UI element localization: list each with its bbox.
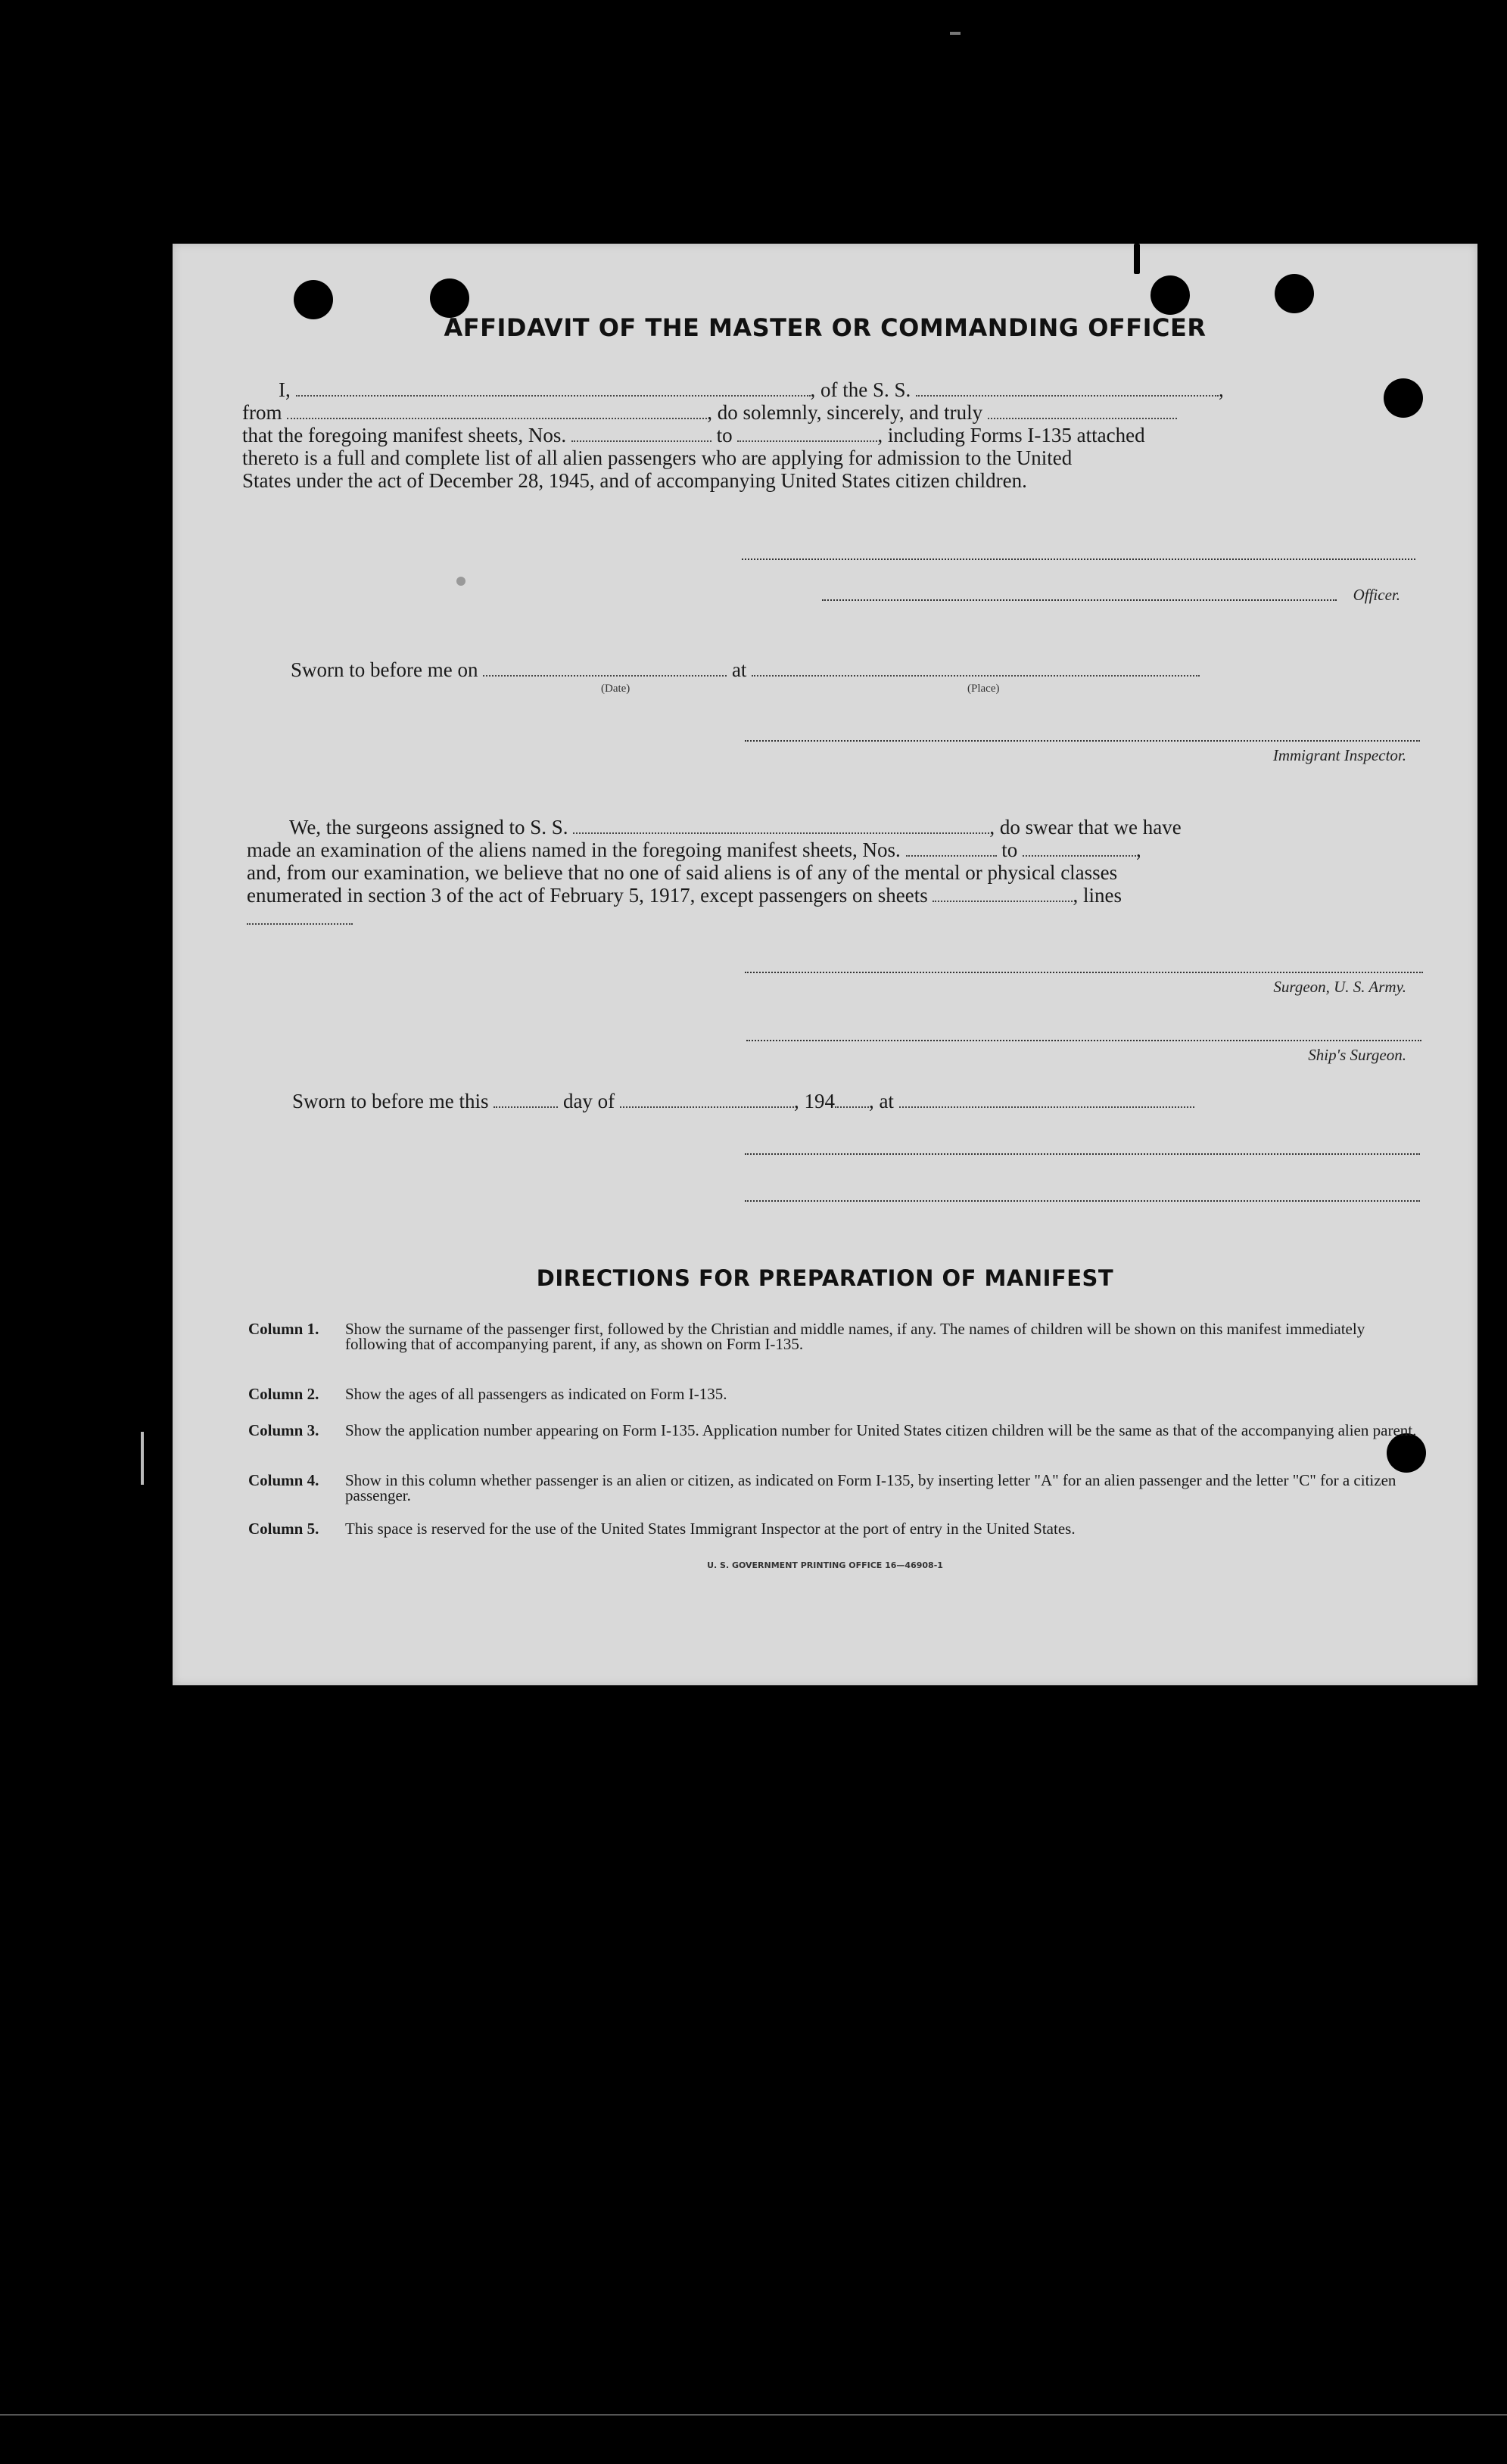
day-blank[interactable]: [494, 1091, 558, 1108]
officer-label: Officer.: [1353, 586, 1400, 604]
text: enumerated in section 3 of the act of February 5, 1917, except passengers on sheets: [247, 884, 928, 907]
text: from: [242, 401, 282, 424]
punch-hole-top-right-2: [1275, 274, 1314, 313]
directions-title: DIRECTIONS FOR PREPARATION OF MANIFEST: [536, 1265, 1114, 1291]
affidavit-line-1: [242, 378, 1423, 401]
direction-item: [248, 1386, 1429, 1402]
inspector-signature-line[interactable]: [745, 740, 1420, 742]
text: We, the surgeons assigned to S. S.: [289, 816, 568, 838]
text: , including Forms I-135 attached: [877, 424, 1145, 446]
ship-blank[interactable]: [916, 380, 1219, 397]
place-blank-2[interactable]: [899, 1091, 1194, 1108]
officer-signature-line-1[interactable]: [742, 558, 1415, 560]
surgeons-line-3: and, from our examination, we believe that no one of said aliens is of any of the mental or physical classes: [247, 861, 1118, 884]
surgeons-paragraph: [247, 816, 1428, 929]
surgeon-ship-blank[interactable]: [573, 817, 989, 834]
sworn-date-blank[interactable]: [483, 660, 727, 677]
text: , lines: [1073, 884, 1122, 907]
affidavit-line-5: States under the act of December 28, 1945, and of accompanying United States citizen children.: [242, 469, 1027, 492]
surgeon-sheet-to-blank[interactable]: [1023, 840, 1136, 857]
direction-text: Show the application number appearing on Form I-135. Application number for United States citizen children will be the same as that of the accompanying alien parent.: [345, 1421, 1417, 1439]
text: , do swear that we have: [989, 816, 1182, 838]
direction-label: Column 2.: [248, 1385, 319, 1403]
printing-office-footer: U. S. GOVERNMENT PRINTING OFFICE 16—46908-1: [707, 1560, 943, 1570]
inspector-label: Immigrant Inspector.: [1272, 746, 1406, 764]
text: I,: [279, 378, 291, 401]
direction-label: Column 5.: [248, 1520, 319, 1538]
direction-item: [248, 1521, 1429, 1536]
place-caption: (Place): [967, 683, 1000, 695]
text: Sworn to before me this: [292, 1090, 489, 1112]
sworn-before-line-2: [292, 1090, 1428, 1112]
direction-text: Show in this column whether passenger is an alien or citizen, as indicated on Form I-135, by inserting letter "A" for an alien passenger and the letter "C" for a citizen passenger.: [345, 1471, 1396, 1504]
text: made an examination of the aliens named in the foregoing manifest sheets, Nos.: [247, 838, 901, 861]
ship-surgeon-label: Ship's Surgeon.: [1308, 1046, 1406, 1064]
direction-label: Column 1.: [248, 1320, 319, 1338]
punch-hole-top-right-1: [1150, 275, 1190, 315]
speck: [1134, 244, 1140, 274]
text: , do solemnly, sincerely, and truly: [707, 401, 983, 424]
sworn-before-line: [291, 658, 1426, 681]
text: day of: [562, 1090, 615, 1112]
direction-item: [248, 1423, 1429, 1438]
direction-item: [248, 1321, 1429, 1352]
lines-blank[interactable]: [247, 908, 353, 925]
text: to: [1001, 838, 1018, 861]
text: ,: [1136, 838, 1141, 861]
scan-edge-mark: [141, 1432, 144, 1485]
direction-label: Column 4.: [248, 1471, 319, 1489]
sworn-signature-line-1[interactable]: [745, 1153, 1420, 1155]
punch-hole-top-center: [430, 278, 469, 318]
direction-item: [248, 1473, 1429, 1503]
affidavit-line-3: [242, 424, 1423, 446]
sheet-from-blank[interactable]: [571, 425, 711, 442]
army-surgeon-label: Surgeon, U. S. Army.: [1273, 978, 1406, 996]
oath-blank[interactable]: [988, 403, 1177, 419]
affidavit-title: AFFIDAVIT OF THE MASTER OR COMMANDING OFFICER: [444, 313, 1207, 342]
text: , 194: [793, 1090, 835, 1112]
text: Sworn to before me on: [291, 658, 478, 681]
text: ,: [1219, 378, 1224, 401]
year-blank[interactable]: [835, 1091, 869, 1108]
ship-surgeon-signature-line[interactable]: [746, 1040, 1421, 1041]
direction-text: This space is reserved for the use of the United States Immigrant Inspector at the port of entry in the United States.: [345, 1520, 1076, 1538]
sheet-to-blank[interactable]: [737, 425, 877, 442]
direction-text: Show the ages of all passengers as indicated on Form I-135.: [345, 1385, 727, 1403]
from-blank[interactable]: [287, 403, 707, 419]
name-blank[interactable]: [296, 380, 811, 397]
scan-speck: [950, 32, 961, 35]
direction-label: Column 3.: [248, 1421, 319, 1439]
affidavit-paragraph: [242, 378, 1423, 492]
date-caption: (Date): [601, 683, 631, 695]
text: to: [716, 424, 733, 446]
surgeon-sheet-from-blank[interactable]: [906, 840, 997, 857]
sworn-signature-line-2[interactable]: [745, 1200, 1420, 1202]
speck: [456, 577, 465, 586]
sworn-place-blank[interactable]: [752, 660, 1200, 677]
form-page: [173, 244, 1477, 1685]
scan-bottom-line: [0, 2414, 1507, 2416]
army-surgeon-signature-line[interactable]: [745, 972, 1423, 973]
direction-text: Show the surname of the passenger first, followed by the Christian and middle names, if any. The names of children will be shown on this manifest immediately following that of accompanying parent, if any, as shown on Form I-135.: [345, 1320, 1365, 1353]
sheets-blank[interactable]: [933, 885, 1073, 902]
text: at: [731, 658, 747, 681]
affidavit-line-2: [242, 401, 1423, 424]
month-blank[interactable]: [620, 1091, 794, 1108]
text: , of the S. S.: [810, 378, 911, 401]
text: , at: [868, 1090, 894, 1112]
text: that the foregoing manifest sheets, Nos.: [242, 424, 567, 446]
affidavit-line-4: thereto is a full and complete list of all alien passengers who are applying for admission to the United: [242, 446, 1073, 469]
